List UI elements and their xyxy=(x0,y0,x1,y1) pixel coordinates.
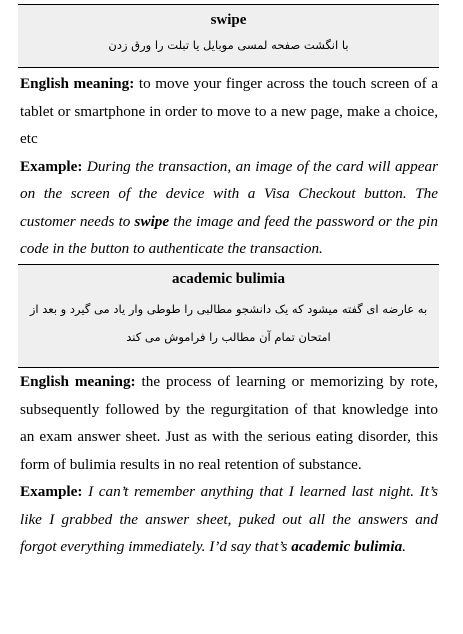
example-text-after: . xyxy=(402,538,406,555)
example-text-before: I can’t remember anything that I learned last night. It’s like I grabbed the answer sheet, puked out all the answers and forgot everything immediately. I’d say that’s xyxy=(20,483,438,555)
example xyxy=(20,153,438,263)
term-header-academic-bulimia xyxy=(18,264,439,368)
example-label: Example: xyxy=(20,157,83,175)
example-text-after: the image and feed the password or the pin code in the button to authenticate the transaction. xyxy=(20,212,438,257)
example-label: Example: xyxy=(20,483,83,500)
term-title: academic bulimia xyxy=(172,271,285,287)
entry-body-swipe xyxy=(20,70,438,263)
meaning-label: English meaning: xyxy=(20,373,136,390)
term-title: swipe xyxy=(210,12,247,28)
meaning-label: English meaning: xyxy=(20,75,135,92)
example-term: swipe xyxy=(134,212,170,230)
entry-body-academic-bulimia xyxy=(20,368,438,561)
english-meaning xyxy=(20,368,438,478)
persian-definition-line-1: به عارضه ای گفته میشود که یک دانشجو مطالبی را طوطی وار یاد می گیرد و بعد از xyxy=(29,302,428,316)
persian-definition: با انگشت صفحه لمسی موبایل یا تبلت را ورق زدن xyxy=(108,38,349,52)
example-text-before: During the transaction, an image of the card will appear on the screen of the device with a Visa Checkout button. The customer needs to xyxy=(20,157,438,230)
example xyxy=(20,478,438,561)
meaning-text: the process of learning or memorizing by rote, subsequently followed by the regurgitation of that knowledge into an exam answer sheet. Just as with the serious eating disorder, this form of bulimia results in no real retention of substance. xyxy=(20,373,438,473)
meaning-text: to move your finger across the touch screen of a tablet or smartphone in order to move to a new page, make a choice, etc xyxy=(20,75,438,147)
term-header-swipe xyxy=(18,4,439,68)
persian-definition-line-2: امتحان تمام آن مطالب را فراموش می کند xyxy=(126,330,331,344)
english-meaning xyxy=(20,70,438,153)
example-term: academic bulimia xyxy=(291,538,403,555)
